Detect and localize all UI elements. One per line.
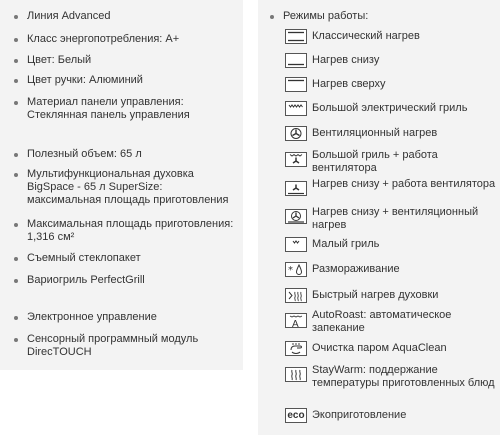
- bullet-icon: [14, 15, 18, 19]
- top-bottom-heat-icon: [285, 29, 307, 44]
- bullet-icon: [14, 279, 18, 283]
- bullet-icon: [14, 316, 18, 320]
- bullet-icon: [14, 38, 18, 42]
- bottom-fan-icon: [285, 181, 307, 196]
- bullet-icon: [14, 173, 18, 177]
- bullet-icon: [14, 59, 18, 63]
- fan-heat-icon: [285, 126, 307, 141]
- bottom-fan-heat-icon: [285, 209, 307, 224]
- feature-item: Цвет: Белый: [14, 54, 239, 67]
- feature-item: Линия Advanced: [14, 10, 239, 23]
- bullet-icon: [14, 153, 18, 157]
- bullet-icon: [14, 257, 18, 261]
- feature-item: Максимальная площадь приготовления: 1,316 см²: [14, 218, 239, 244]
- bottom-heat-icon: [285, 53, 307, 68]
- bullet-icon: [14, 338, 18, 342]
- feature-item: Полезный объем: 65 л: [14, 148, 239, 161]
- feature-item: Материал панели управления: Стеклянная панель управления: [14, 96, 239, 122]
- grill-fan-icon: [285, 152, 307, 167]
- modes-heading: Режимы работы:: [270, 10, 368, 23]
- feature-item: Сенсорный программный модуль DirecTOUCH: [14, 333, 239, 359]
- svg-text:A: A: [292, 318, 299, 328]
- large-grill-icon: [285, 101, 307, 116]
- feature-item: Цвет ручки: Алюминий: [14, 74, 239, 87]
- bullet-icon: [270, 15, 274, 19]
- feature-item: Электронное управление: [14, 311, 239, 324]
- eco-icon: eco: [285, 408, 307, 423]
- bullet-icon: [14, 223, 18, 227]
- autoroast-icon: [285, 313, 307, 328]
- top-heat-icon: [285, 77, 307, 92]
- steam-clean-icon: [285, 341, 307, 356]
- feature-item: Мультифункциональная духовка BigSpace - 65 л SuperSize: максимальная площадь приготовления: [14, 168, 239, 207]
- fast-heat-icon: [285, 288, 307, 303]
- svg-text:*: *: [288, 265, 293, 276]
- feature-item: Вариогриль PerfectGrill: [14, 274, 239, 287]
- small-grill-icon: [285, 237, 307, 252]
- feature-item: Класс энергопотребления: A+: [14, 33, 239, 46]
- defrost-icon: [285, 262, 307, 277]
- feature-item: Съемный стеклопакет: [14, 252, 239, 265]
- bullet-icon: [14, 79, 18, 83]
- staywarm-icon: [285, 367, 307, 382]
- bullet-icon: [14, 101, 18, 105]
